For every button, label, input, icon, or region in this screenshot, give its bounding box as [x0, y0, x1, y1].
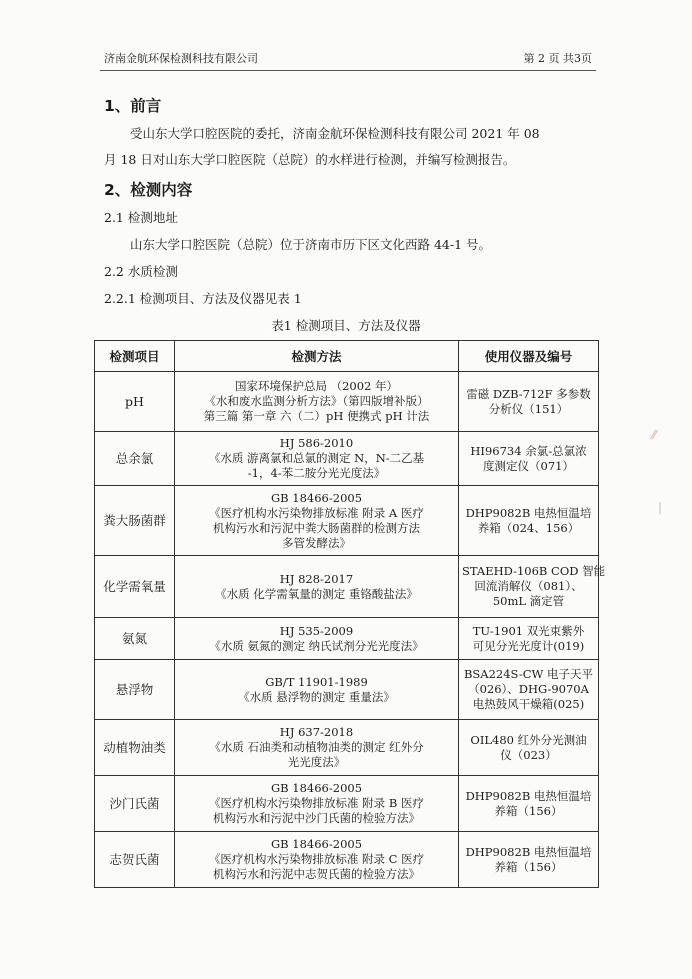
instrument-line: BSA224S-CW 电子天平: [463, 667, 594, 681]
instrument-line: （026）、DHG-9070A: [468, 682, 589, 696]
method-line: 机构污水和污泥中沙门氏菌的检验方法》: [213, 811, 420, 825]
instrument-line: DHP9082B 电热恒温培: [465, 844, 592, 859]
header-divider: [100, 70, 596, 71]
cell-method: [175, 832, 459, 888]
method-line: HJ 535-2009: [279, 623, 354, 638]
instrument-line: 养箱（156）: [494, 803, 563, 818]
cell-method: [175, 432, 459, 486]
cell-instrument: [459, 720, 599, 776]
table-row: [95, 618, 599, 660]
instrument-line: 养箱（024、156）: [477, 520, 580, 535]
cell-instrument: [459, 372, 599, 432]
subsection-2-1: 2.1 检测地址: [104, 210, 178, 225]
cell-instrument: [459, 618, 599, 660]
table-row: [95, 660, 599, 720]
subsection-2-2-1: 2.2.1 检测项目、方法及仪器见表 1: [104, 291, 302, 306]
cell-instrument: [459, 556, 606, 618]
method-line: 《水质 石油类和动植物油类的测定 红外分: [209, 740, 424, 754]
cell-method: [175, 486, 459, 556]
method-line: GB 18466-2005: [270, 837, 363, 851]
method-line: 多管发酵法》: [282, 535, 351, 550]
scan-mark-grey: |: [658, 500, 663, 514]
method-line: 《水质 悬浮物的测定 重量法》: [238, 689, 395, 704]
method-line: 《医疗机构水污染物排放标准 附录 C 医疗: [208, 852, 425, 866]
cell-item: 沙门氏菌: [95, 776, 175, 832]
instrument-line: STAEHD-106B COD 智能: [462, 564, 606, 578]
method-line: 《水质 化学需氧量的测定 重铬酸盐法》: [215, 586, 418, 601]
method-line: HJ 637-2018: [279, 725, 354, 739]
instrument-line: HI96734 余氯-总氯浓: [470, 443, 587, 458]
instrument-line: 养箱（156）: [494, 859, 563, 874]
intro-line-1: 受山东大学口腔医院的委托，济南金航环保检测科技有限公司 2021 年 08: [130, 126, 540, 141]
section1-title: 1、前言: [104, 97, 162, 115]
method-line: HJ 828-2017: [279, 571, 354, 586]
method-line: 《医疗机构水污染物排放标准 附录 B 医疗: [209, 796, 424, 810]
cell-method: [175, 372, 459, 432]
cell-item: 氨氮: [95, 618, 175, 660]
cell-item: 悬浮物: [95, 660, 175, 720]
table-row: [95, 832, 599, 888]
cell-instrument: [459, 776, 599, 832]
table-header-row: [95, 341, 599, 372]
instrument-line: 雷磁 DZB-712F 多参数: [466, 386, 591, 401]
cell-instrument: [459, 486, 599, 556]
method-line: GB/T 11901-1989: [265, 674, 368, 689]
scan-mark-red: ⁄⁄: [652, 428, 657, 442]
method-line: 《水和废水监测分析方法》（第四版增补版）: [204, 394, 429, 408]
cell-item: pH: [95, 372, 175, 432]
method-line: -1，4-苯二胺分光光度法》: [247, 466, 386, 480]
instrument-line: 50mL 滴定管: [492, 594, 565, 608]
instrument-line: DHP9082B 电热恒温培: [465, 788, 592, 803]
method-table: [94, 340, 606, 888]
cell-method: [175, 776, 459, 832]
method-line: 机构污水和污泥中志贺氏菌的检验方法》: [213, 867, 420, 881]
method-line: 《医疗机构水污染物排放标准 附录 A 医疗: [209, 505, 424, 520]
header-item: 检测项目: [95, 341, 175, 372]
intro-line-2: 月 18 日对山东大学口腔医院（总院）的水样进行检测，并编写检测报告。: [104, 152, 516, 167]
header-page-info: 第 2 页 共3页: [523, 52, 592, 65]
method-line: HJ 586-2010: [279, 436, 354, 450]
instrument-line: 回流消解仪（081）、: [474, 579, 583, 593]
table-row: [95, 372, 599, 432]
instrument-line: OIL480 红外分光测油: [470, 732, 587, 747]
cell-instrument: [459, 832, 599, 888]
cell-item: 粪大肠菌群: [95, 486, 175, 556]
instrument-line: 可见分光光度计(019): [472, 638, 585, 653]
address-text: 山东大学口腔医院（总院）位于济南市历下区文化西路 44-1 号。: [130, 237, 492, 252]
table-row: [95, 486, 599, 556]
table-row: [95, 432, 599, 486]
cell-method: [175, 556, 459, 618]
cell-item: 动植物油类: [95, 720, 175, 776]
cell-method: [175, 618, 459, 660]
cell-method: [175, 720, 459, 776]
method-line: 机构污水和污泥中粪大肠菌群的检测方法: [213, 520, 420, 535]
instrument-line: DHP9082B 电热恒温培: [465, 505, 592, 520]
cell-instrument: [459, 660, 599, 720]
instrument-line: 仪（023）: [500, 747, 557, 762]
header-method: 检测方法: [175, 341, 459, 372]
header-instrument: 使用仪器及编号: [459, 341, 599, 372]
method-line: GB 18466-2005: [270, 781, 363, 795]
method-line: 《水质 氨氮的测定 纳氏试剂分光光度法》: [209, 638, 424, 653]
instrument-line: 分析仪（151）: [488, 401, 569, 416]
method-line: 第三篇 第一章 六（二）pH 便携式 pH 计法: [203, 409, 430, 423]
instrument-line: 电热鼓风干燥箱(025): [472, 697, 585, 711]
table-row: [95, 776, 599, 832]
method-line: 《水质 游离氯和总氯的测定 N，N-二乙基: [208, 451, 425, 465]
cell-instrument: [459, 432, 599, 486]
method-line: GB 18466-2005: [270, 490, 363, 505]
subsection-2-2: 2.2 水质检测: [104, 264, 178, 279]
header-company: 济南金航环保检测科技有限公司: [104, 52, 258, 65]
section2-title: 2、检测内容: [104, 181, 193, 199]
table-row: [95, 556, 599, 618]
method-line: 国家环境保护总局 （2002 年）: [234, 379, 399, 393]
table-caption: 表1 检测项目、方法及仪器: [271, 318, 421, 333]
instrument-line: 度测定仪（071）: [483, 458, 574, 473]
table-row: [95, 720, 599, 776]
cell-item: 化学需氧量: [95, 556, 175, 618]
method-line: 光光度法》: [287, 755, 346, 769]
instrument-line: TU-1901 双光束紫外: [472, 623, 585, 638]
cell-item: 总余氯: [95, 432, 175, 486]
cell-method: [175, 660, 459, 720]
cell-item: 志贺氏菌: [95, 832, 175, 888]
